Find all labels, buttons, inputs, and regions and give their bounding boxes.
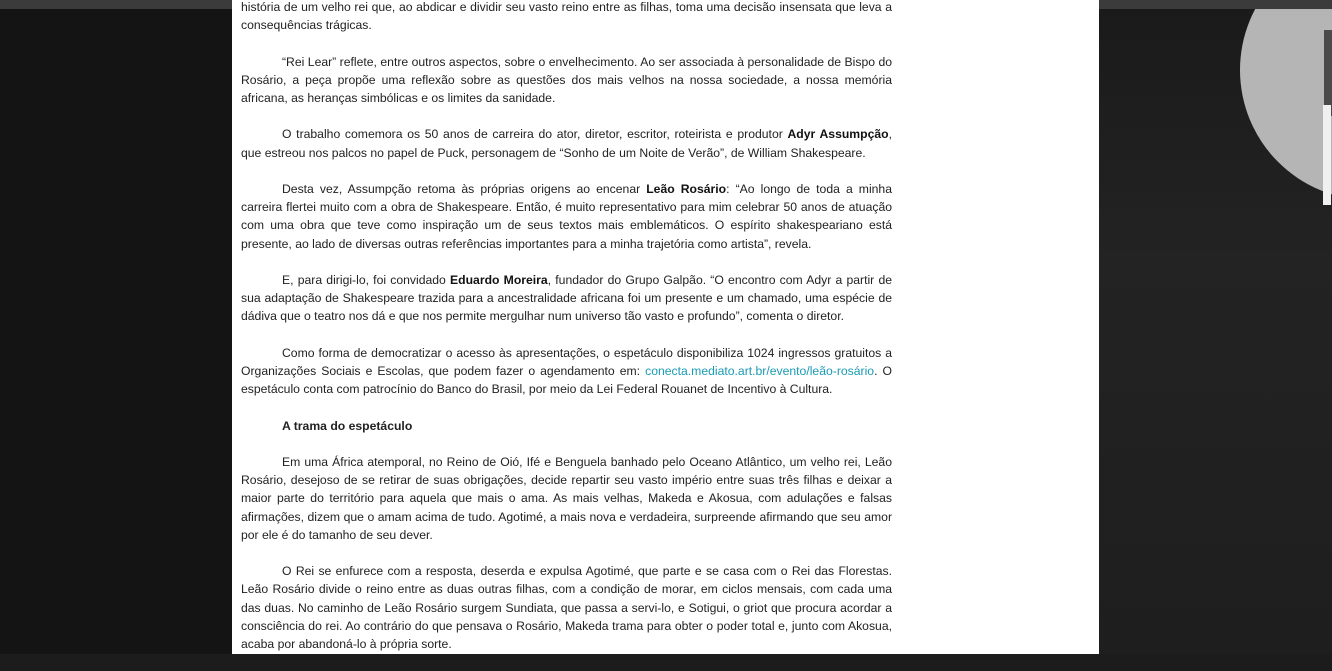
scrollbar-track[interactable] (1323, 105, 1331, 205)
paragraph-text: história de um velho rei que, ao abdicar e dividir seu vasto reino entre as filhas, toma uma decisão insensata que leva a consequências trágicas. (241, 0, 892, 33)
booking-link[interactable]: conecta.mediato.art.br/evento/leão-rosário (645, 363, 875, 378)
bold-title-leao-rosario: Leão Rosário (646, 181, 727, 196)
paragraph-text: : “Ao longo de toda a minha carreira flertei muito com a obra de Shakespeare. Então, é muito representativo para mim celebrar 50 anos de atuação com uma obra que teve como inspiração um de seus textos mais emblemáticos. O espírito shakespeariano está presente, ao lado de diversas outras referências importantes para a minha trajetória como artista”, revela. (241, 181, 892, 251)
section-heading-text: A trama do espetáculo (282, 418, 413, 433)
paragraph-text: Desta vez, Assumpção retoma às próprias origens ao encenar (282, 181, 647, 196)
paragraph-tickets (241, 344, 892, 399)
side-tab[interactable] (1324, 30, 1332, 116)
paragraph-text: , fundador do Grupo Galpão. “O encontro com Adyr a partir de sua adaptação de Shakespeare trazida para a ancestralidade africana foi um presente e um chamado, uma espécie de dádiva que o teatro nos dá e que nos permite mergulhar num universo tão vasto e profundo”, comenta o diretor. (241, 272, 892, 324)
paragraph-text: O trabalho comemora os 50 anos de carreira do ator, diretor, escritor, roteirista e produtor (282, 127, 788, 142)
paragraph-plot-1 (241, 453, 892, 544)
paragraph-text: Em uma África atemporal, no Reino de Oió, Ifé e Benguela banhado pelo Oceano Atlântico, um velho rei, Leão Rosário, desejoso de se retirar de suas obrigações, decide repartir seu vasto império entre suas três filhas e deixar a maior parte do território para aquela que mais o ama. As mais velhas, Makeda e Akosua, com adulações e falsas afirmações, dizem que o amam acima de tudo. Agotimé, a mais nova e verdadeira, surpreende afirmando que seu amor por ele é do tamanho de seu dever. (241, 454, 892, 542)
paragraph-career (241, 125, 892, 161)
paragraph-text: , que estreou nos palcos no papel de Puck, personagem de “Sonho de um Noite de Verão”, de William Shakespeare. (241, 127, 892, 160)
paragraph-plot-2 (241, 562, 892, 653)
paragraph-text: Como forma de democratizar o acesso às apresentações, o espetáculo disponibiliza 1024 ingressos gratuitos a Organizações Sociais e Escolas, que podem fazer o agendamento em: (241, 345, 892, 378)
paragraph-text: . O espetáculo conta com patrocínio do Banco do Brasil, por meio da Lei Federal Rouanet de Incentivo à Cultura. (241, 363, 892, 397)
bold-name-adyr: Adyr Assumpção (787, 127, 889, 142)
bold-name-eduardo: Eduardo Moreira (450, 272, 548, 287)
paragraph-director (241, 271, 892, 326)
paragraph-origins (241, 180, 892, 253)
article-body (241, 0, 892, 671)
paragraph-rei-lear (241, 53, 892, 108)
paragraph-intro-end (241, 0, 892, 34)
section-heading (241, 417, 892, 435)
paragraph-text: E, para dirigi-lo, foi convidado (282, 272, 451, 287)
paragraph-text: “Rei Lear” reflete, entre outros aspectos, sobre o envelhecimento. Ao ser associada à personalidade de Bispo do Rosário, a peça propõe uma reflexão sobre as questões dos mais velhos na nossa sociedade, a nossa memória africana, as heranças simbólicas e os limites da sanidade. (241, 54, 892, 105)
paragraph-text: O Rei se enfurece com a resposta, deserda e expulsa Agotimé, que parte e se casa com o Rei das Florestas. Leão Rosário divide o reino entre as duas outras filhas, com a condição de morar, em ciclos mensais, com cada uma das duas. No caminho de Leão Rosário surgem Sundiata, que passa a servi-lo, e Sotigui, o griot que procura acordar a consciência do rei. Ao contrário do que pensava o Rosário, Makeda trama para obter o poder total e, junto com Akosua, acaba por abandoná-lo à própria sorte. (241, 564, 892, 651)
